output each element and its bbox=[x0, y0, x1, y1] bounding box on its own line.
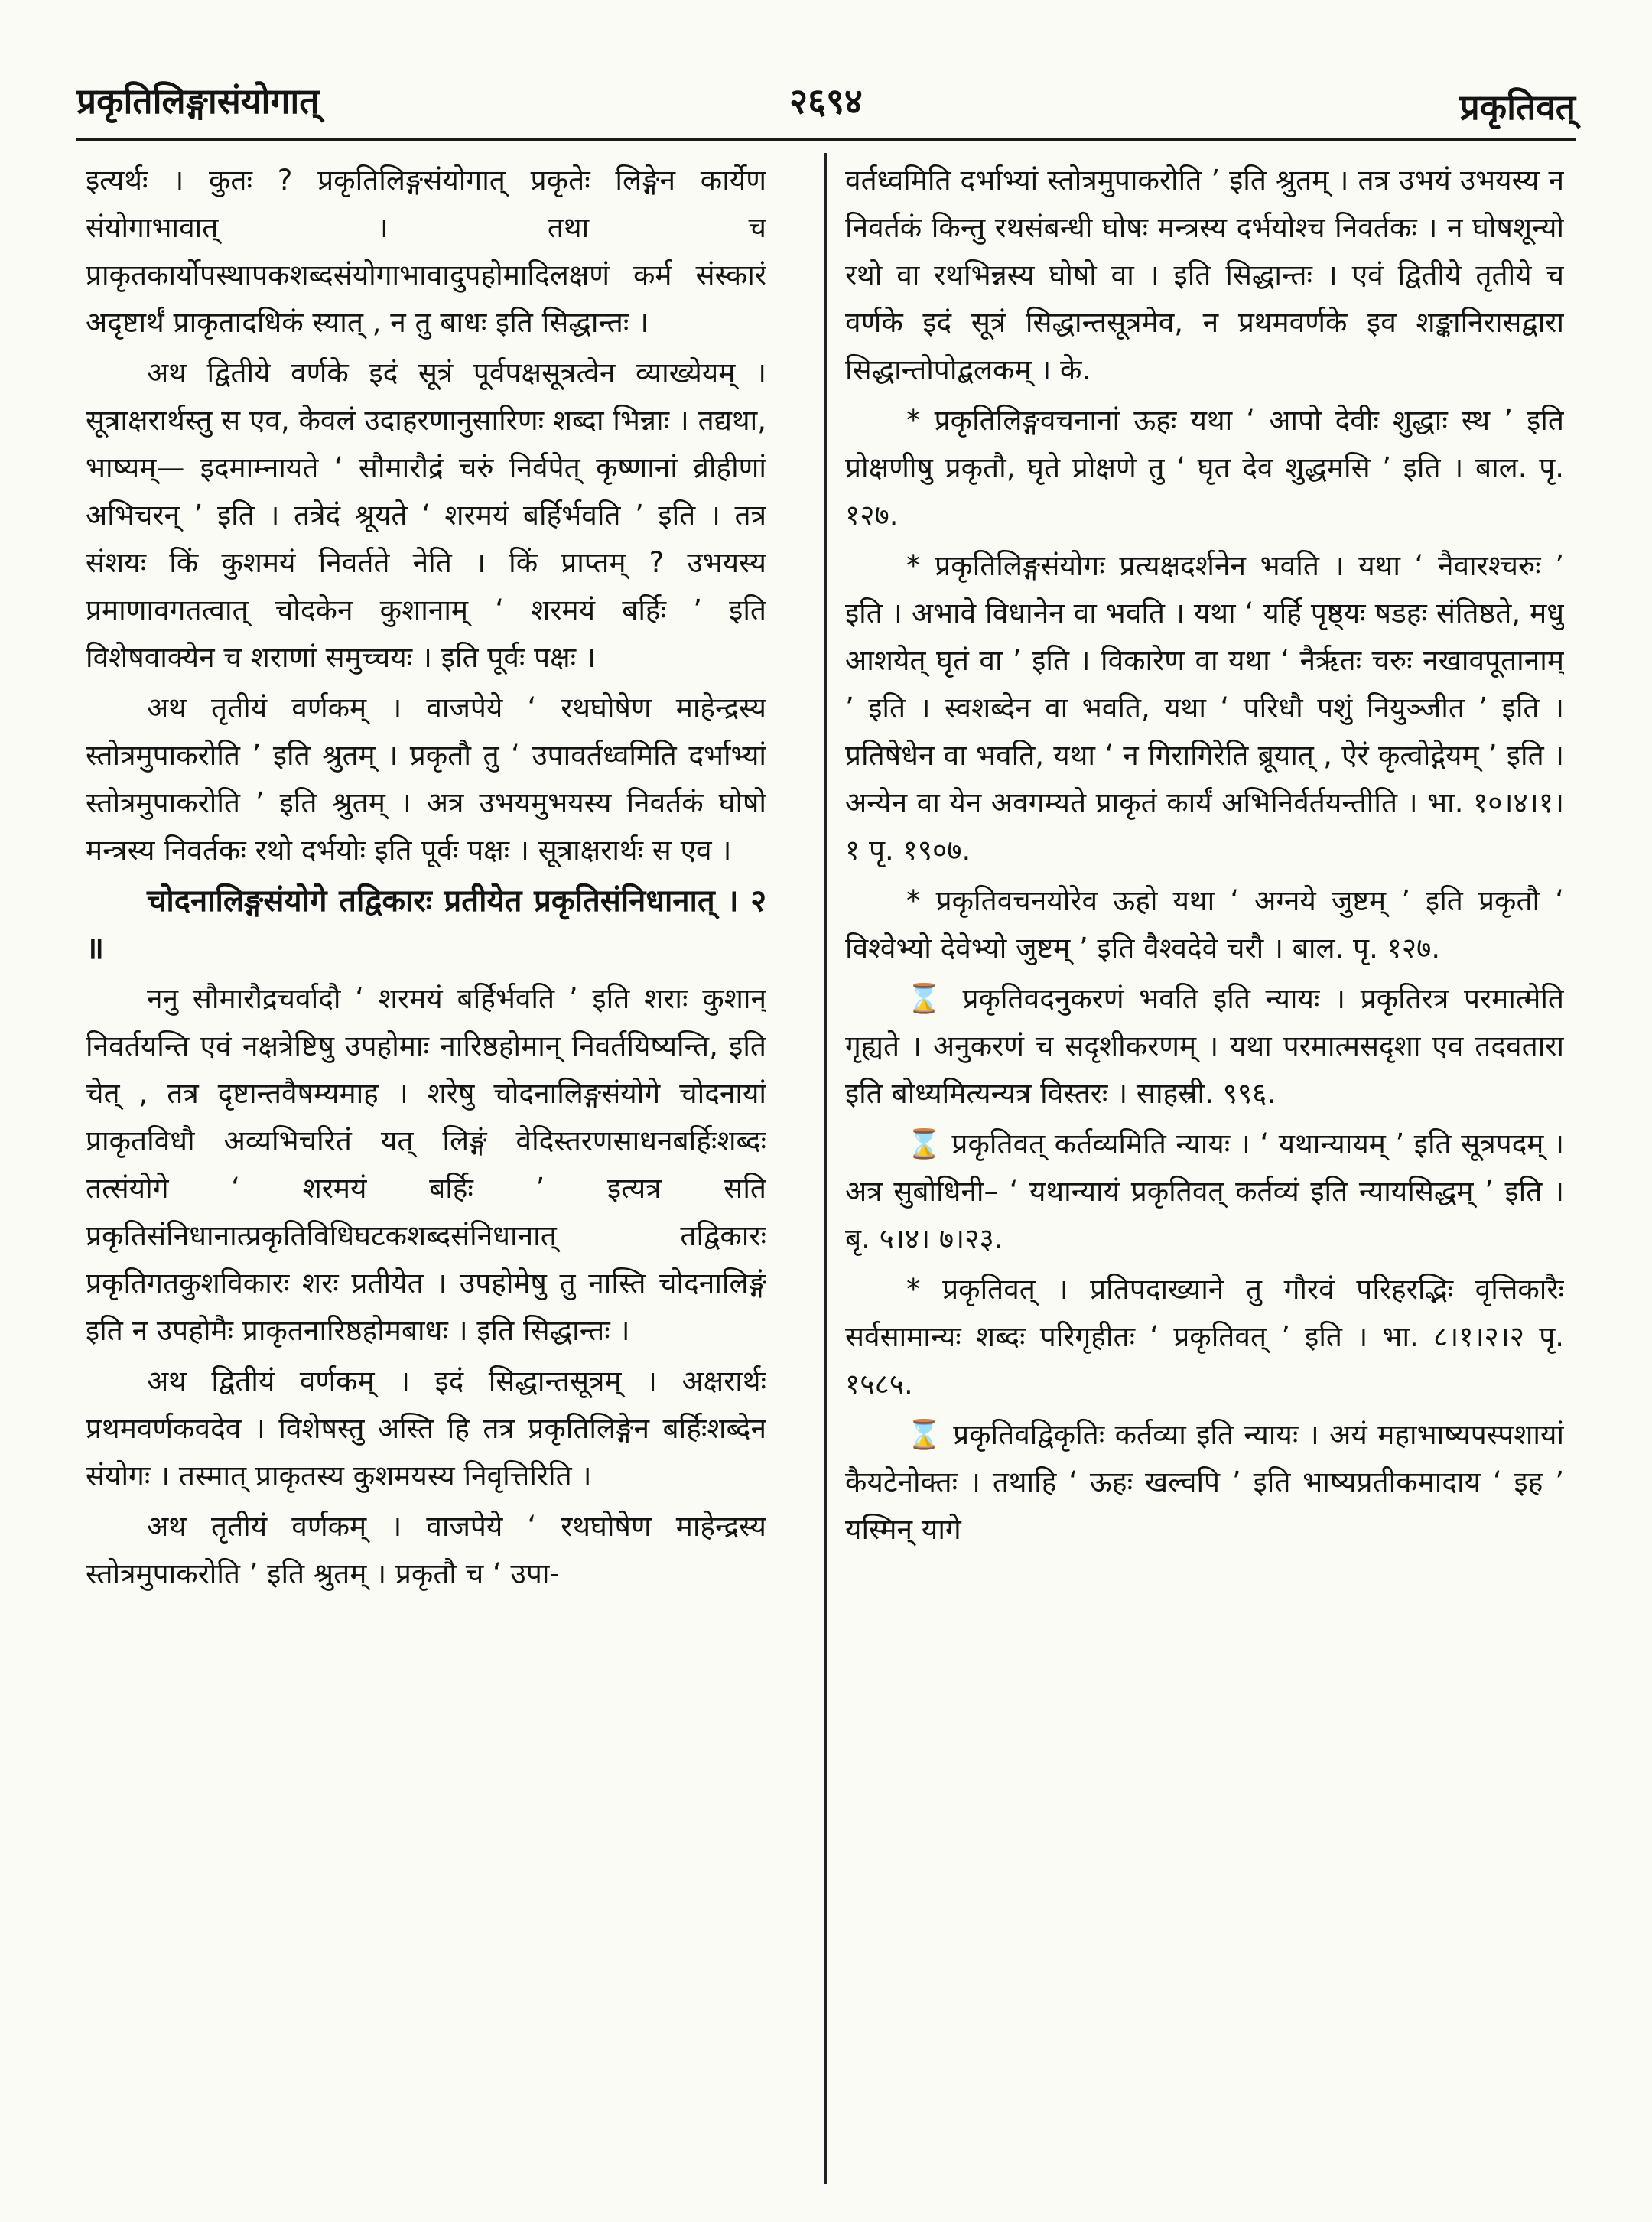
column-divider bbox=[824, 153, 827, 2184]
header-left-keyword: प्रकृतिलिङ्गासंयोगात् bbox=[76, 80, 320, 122]
entry: * प्रकृतिवत् । प्रतिपदाख्याने तु गौरवं परिहरद्भिः वृत्तिकारैः सर्वसामान्यः शब्दः परिगृहीतः ‘ प्रकृतिवत् ’ इति । भा. ८।१।२।२ पृ. १५८५. bbox=[845, 1273, 1564, 1401]
page-number: २६९४ bbox=[789, 80, 863, 122]
nyaya-entry: ⌛ प्रकृतिवत् कर्तव्यमिति न्यायः । ‘ यथान्यायम् ’ इति सूत्रपदम् । अत्र सुबोधिनी– ‘ यथान्यायं प्रकृतिवत् कर्तव्यं इति न्यायसिद्धम् ’ इति । बृ. ५।४। ७।२३. bbox=[845, 1127, 1564, 1255]
header-right-keyword: प्रकृतिवत् bbox=[1459, 86, 1576, 128]
entry: * प्रकृतिवचनयोरेव ऊहो यथा ‘ अग्नये जुष्टम् ’ इति प्रकृतौ ‘ विश्वेभ्यो देवेभ्यो जुष्टम् ’ इति वैश्वदेवे चरौ । बाल. पृ. १२७. bbox=[845, 884, 1564, 965]
entry: * प्रकृतिलिङ्गवचनानां ऊहः यथा ‘ आपो देवीः शुद्धाः स्थ ’ इति प्रोक्षणीषु प्रकृतौ, घृते प्रोक्षणे तु ‘ घृत देव शुद्धमसि ’ इति । बाल. पृ. १२७. bbox=[845, 404, 1564, 532]
paragraph: इत्यर्थः । कुतः ? प्रकृतिलिङ्गसंयोगात् प्रकृतेः लिङ्गेन कार्येण संयोगाभावात् । तथा च प्राकृतकार्योपस्थापकशब्दसंयोगाभावादुपहोमादिलक्षणं कर्म संस्कारं अदृष्टार्थं प्राकृतादधिकं स्यात् , न तु बाधः इति सिद्धान्तः । bbox=[86, 164, 766, 339]
paragraph: अथ द्वितीयं वर्णकम् । इदं सिद्धान्तसूत्रम् । अक्षरार्थः प्रथमवर्णकवदेव । विशेषस्तु अस्ति हि तत्र प्रकृतिलिङ्गेन बर्हिःशब्देन संयोगः । तस्मात् प्राकृतस्य कुशमयस्य निवृत्तिरिति । bbox=[86, 1365, 766, 1492]
entry: * प्रकृतिलिङ्गसंयोगः प्रत्यक्षदर्शनेन भवति । यथा ‘ नैवारश्चरुः ’ इति । अभावे विधानेन वा भवति । यथा ‘ यर्हि पृष्ठ्यः षडहः संतिष्ठते, मधु आशयेत् घृतं वा ’ इति । विकारेण वा यथा ‘ नैर्ऋतः चरुः नखावपूतानाम् ’ इति । स्वशब्देन वा भवति, यथा ‘ परिधौ पशुं नियुञ्जीत ’ इति । प्रतिषेधेन वा भवति, यथा ‘ न गिरागिरेति ब्रूयात् , ऐरं कृत्वोद्गेयम् ’ इति । अन्येन वा येन अवगम्यते प्राकृतं कार्यं अभिनिर्वर्तयन्तीति । भा. १०।४।१।१ पृ. १९०७. bbox=[845, 549, 1564, 867]
paragraph: अथ द्वितीये वर्णके इदं सूत्रं पूर्वपक्षसूत्रत्वेन व्याख्येयम् । सूत्राक्षरार्थस्तु स एव, केवलं उदाहरणानुसारिणः शब्दा भिन्नाः । तद्यथा, भाष्यम्— इदमाम्नायते ‘ सौमारौद्रं चरुं निर्वपेत् कृष्णानां व्रीहीणां अभिचरन् ’ इति । तत्रेदं श्रूयते ‘ शरमयं बर्हिर्भवति ’ इति । तत्र संशयः किं कुशमयं निवर्तते नेति । किं प्राप्तम् ? उभयस्य प्रमाणावगतत्वात् चोदकेन कुशानाम् ‘ शरमयं बर्हिः ’ इति विशेषवाक्येन च शराणां समुच्चयः । इति पूर्वः पक्षः । bbox=[86, 356, 766, 674]
paragraph: ननु सौमारौद्रचर्वादौ ‘ शरमयं बर्हिर्भवति ’ इति शराः कुशान् निवर्तयन्ति एवं नक्षत्रेष्टिषु उपहोमाः नारिष्ठहोमान् निवर्तयिष्यन्ति, इति चेत् , तत्र दृष्टान्तवैषम्यमाह । शरेषु चोदनालिङ्गसंयोगे चोदनायां प्राकृतविधौ अव्यभिचरितं यत् लिङ्गं वेदिस्तरणसाधनबर्हिःशब्दः तत्संयोगे ‘ शरमयं बर्हिः ’ इत्यत्र सति प्रकृतिसंनिधानात्प्रकृतिविधिघटकशब्दसंनिधानात् तद्विकारः प्रकृतिगतकुशविकारः शरः प्रतीयेत । उपहोमेषु तु नास्ति चोदनालिङ्गं इति न उपहोमैः प्राकृतनारिष्ठहोमबाधः । इति सिद्धान्तः । bbox=[86, 982, 766, 1347]
paragraph: वर्तध्वमिति दर्भाभ्यां स्तोत्रमुपाकरोति ’ इति श्रुतम् । तत्र उभयं उभयस्य न निवर्तकं किन्तु रथसंबन्धी घोषः मन्त्रस्य दर्भयोश्च निवर्तकः । न घोषशून्यो रथो वा रथभिन्नस्य घोषो वा । इति सिद्धान्तः । एवं द्वितीये तृतीये च वर्णके इदं सूत्रं सिद्धान्तसूत्रमेव, न प्रथमवर्णके इव शङ्कानिरासद्वारा सिद्धान्तोपोद्बलकम् । के. bbox=[845, 164, 1564, 386]
left-column bbox=[86, 157, 766, 2184]
paragraph: अथ तृतीयं वर्णकम् । वाजपेये ‘ रथघोषेण माहेन्द्रस्य स्तोत्रमुपाकरोति ’ इति श्रुतम् । प्रकृतौ च ‘ उपा- bbox=[86, 1510, 766, 1590]
nyaya-entry: ⌛ प्रकृतिवद्विकृतिः कर्तव्या इति न्यायः । अयं महाभाष्यपस्पशायां कैयटेनोक्तः । तथाहि ‘ ऊहः खल्वपि ’ इति भाष्यप्रतीकमादाय ‘ इह ’ यस्मिन् यागे bbox=[845, 1418, 1564, 1546]
sutra-heading: चोदनालिङ्गसंयोगे तद्विकारः प्रतीयेत प्रकृतिसंनिधानात् । २ ॥ bbox=[86, 883, 766, 966]
paragraph: अथ तृतीयं वर्णकम् । वाजपेये ‘ रथघोषेण माहेन्द्रस्य स्तोत्रमुपाकरोति ’ इति श्रुतम् । प्रकृतौ तु ‘ उपावर्तध्वमिति दर्भाभ्यां स्तोत्रमुपाकरोति ’ इति श्रुतम् । अत्र उभयमुभयस्य निवर्तकं घोषो मन्त्रस्य निवर्तकः रथो दर्भयोः इति पूर्वः पक्षः । सूत्राक्षरार्थः स एव । bbox=[86, 691, 766, 867]
right-column bbox=[845, 157, 1564, 2184]
nyaya-entry: ⌛ प्रकृतिवदनुकरणं भवति इति न्यायः । प्रकृतिरत्र परमात्मेति गृह्यते । अनुकरणं च सदृशीकरणम् । यथा परमात्मसदृशा एव तदवतारा इति बोध्यमित्यन्यत्र विस्तरः । साहस्री. ९९६. bbox=[845, 982, 1564, 1110]
running-header bbox=[76, 69, 1576, 130]
header-rule bbox=[76, 138, 1576, 141]
